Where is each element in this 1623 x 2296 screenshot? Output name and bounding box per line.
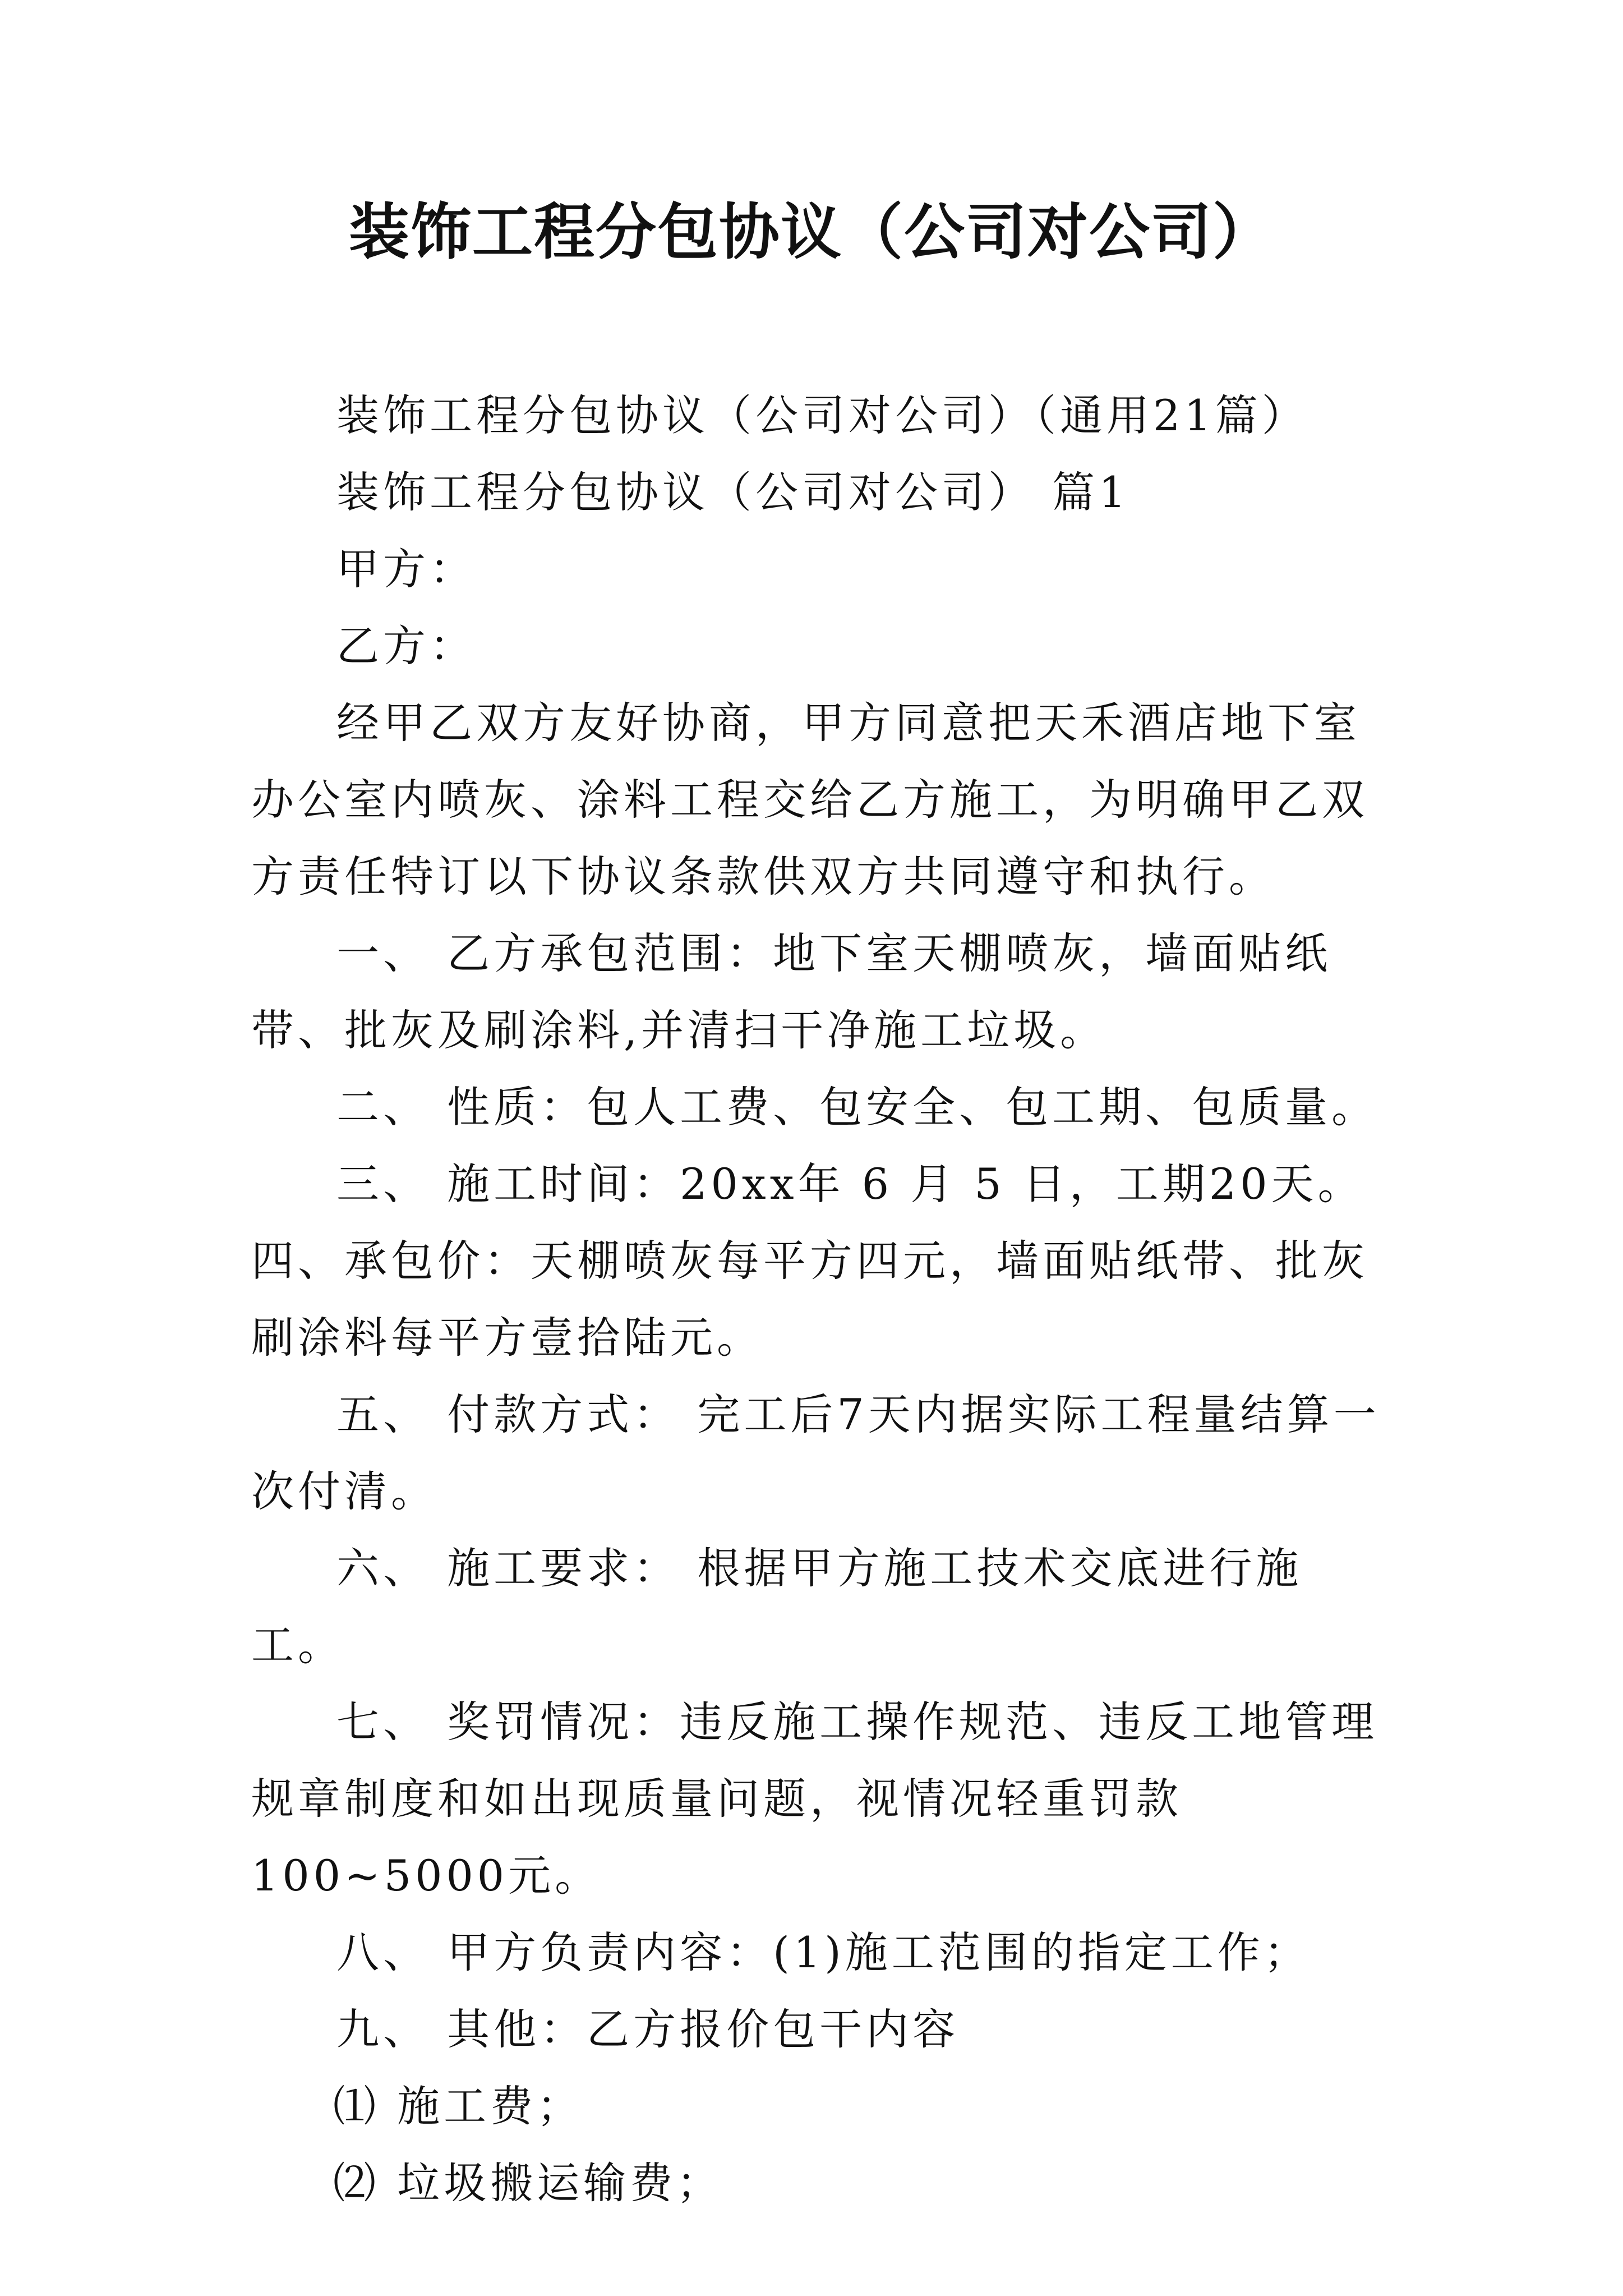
party-b-line: 乙方： [336,621,476,671]
clause-9: 九、 其他：乙方报价包干内容 [336,2004,960,2054]
document-body [251,377,1395,2221]
sub-item-1: ⑴ 施工费； [333,2081,584,2131]
clause-8: 八、 甲方负责内容：(1)施工范围的指定工作； [336,1927,1311,1977]
clause-2: 二、 性质：包人工费、包安全、包工期、包质量。 [336,1082,1378,1132]
clause-1: 一、 乙方承包范围：地下室天棚喷灰，墙面贴纸带、批灰及刷涂料,并清扫干净施工垃圾。 [251,928,1332,1055]
section-heading: 装饰工程分包协议（公司对公司） 篇1 [336,467,1130,517]
party-a-line: 甲方： [336,544,476,594]
clause-5: 五、 付款方式： 完工后7天内据实际工程量结算一次付清。 [251,1389,1380,1516]
sub-item-2: ⑵ 垃圾搬运输费； [333,2158,723,2208]
clause-6: 六、 施工要求： 根据甲方施工技术交底进行施工。 [251,1543,1303,1670]
intro-paragraph: 经甲乙双方友好协商，甲方同意把天禾酒店地下室办公室内喷灰、涂料工程交给乙方施工，为明确甲乙双方责任特订以下协议条款供双方共同遵守和执行。 [251,698,1368,901]
clause-3-4: 三、 施工时间：20xx年 6 月 5 日，工期20天。 四、承包价：天棚喷灰每平方四元，墙面贴纸带、批灰刷涂料每平方壹拾陆元。 [251,1159,1368,1363]
document-title: 装饰工程分包协议（公司对公司） [348,197,1274,268]
clause-7: 七、 奖罚情况：违反施工操作规范、违反工地管理规章制度和如出现质量问题，视情况轻重罚款100~5000元。 [251,1697,1378,1901]
subtitle-line: 装饰工程分包协议（公司对公司）（通用21篇） [336,390,1308,440]
